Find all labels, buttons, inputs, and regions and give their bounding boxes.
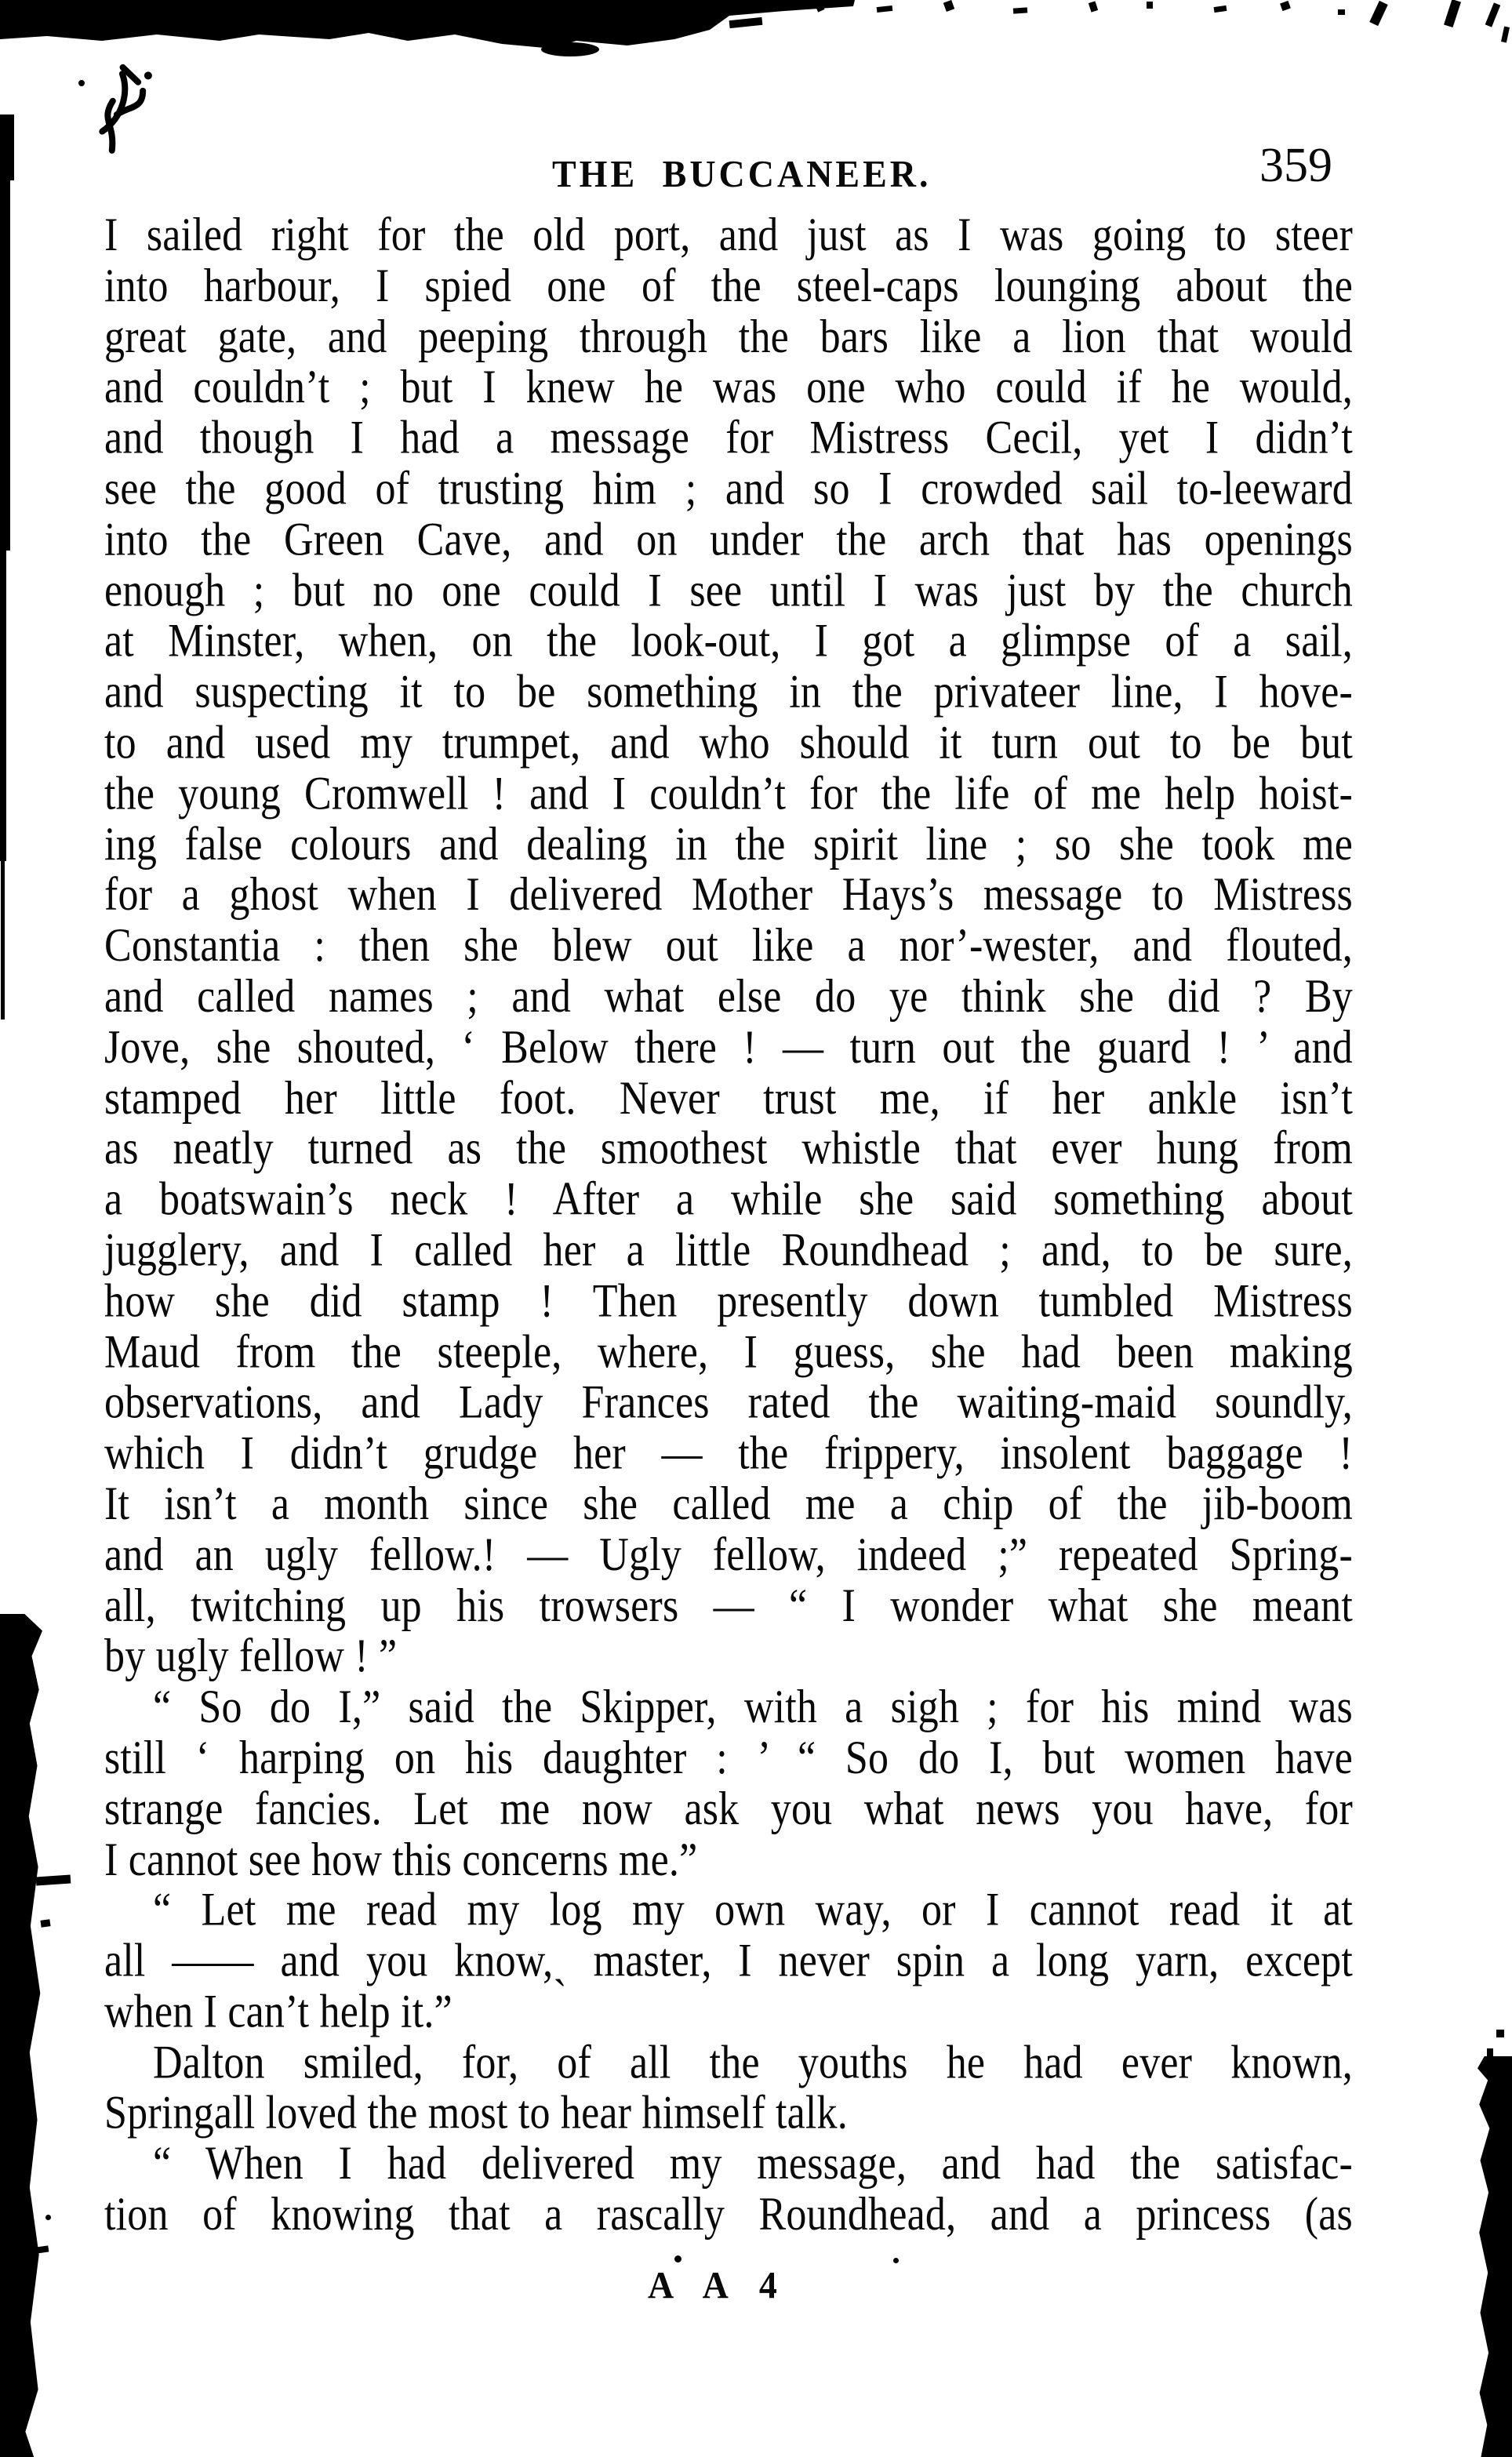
- ink-speck: [893, 2258, 899, 2263]
- text-line: see the good of trusting him ; and so I crowded sail to-leeward: [104, 463, 1353, 515]
- text-line: ing false colours and dealing in the spirit line ; so she took me: [104, 818, 1353, 870]
- text-line: when I can’t help it.”: [104, 1986, 453, 2038]
- pen-scribble-icon: [78, 38, 172, 163]
- text-line: strange fancies. Let me now ask you what news you have, for: [104, 1783, 1353, 1835]
- ink-speck: [1013, 7, 1027, 13]
- ink-speck: [877, 5, 893, 13]
- text-line: into harbour, I spied one of the steel-caps lounging about the: [104, 260, 1353, 312]
- text-line: by ugly fellow ! ”: [104, 1630, 398, 1683]
- text-line: I sailed right for the old port, and just as I was going to steer: [104, 209, 1353, 261]
- text-line: and suspecting it to be something in the privateer line, I hove-: [104, 666, 1353, 718]
- text-line: and an ugly fellow.! — Ugly fellow, indeed ;” repeated Spring-: [104, 1528, 1353, 1581]
- text-line: Springall loved the most to hear himself talk.: [104, 2087, 848, 2139]
- ink-speck: [1147, 2, 1153, 9]
- left-edge-ink: [0, 118, 10, 551]
- top-ink-smudge: [0, 0, 855, 49]
- ink-speck: [1369, 1, 1388, 26]
- text-line: Jove, she shouted, ‘ Below there ! — turn out the guard ! ’ and: [104, 1021, 1353, 1074]
- ink-blob: [541, 42, 599, 56]
- text-line: into the Green Cave, and on under the arch that has openings: [104, 514, 1353, 566]
- text-line: to and used my trumpet, and who should it turn out to be but: [104, 717, 1353, 769]
- ink-speck: [1487, 2048, 1493, 2059]
- text-line: still ‘ harping on his daughter : ’ “ So do I, but women have: [104, 1732, 1353, 1784]
- ink-speck: [78, 80, 85, 86]
- ink-speck: [1280, 1, 1291, 11]
- ink-speck: [1485, 2, 1501, 27]
- page-number: 359: [1259, 139, 1332, 192]
- text-line: jugglery, and I called her a little Roundhead ; and, to be sure,: [104, 1224, 1353, 1277]
- text-line: “ Let me read my log my own way, or I cannot read it at: [153, 1884, 1353, 1936]
- ink-speck: [1338, 9, 1345, 15]
- text-line: all, twitching up his trowsers — “ I wonder what she meant: [104, 1579, 1353, 1632]
- ink-speck: [45, 2215, 51, 2220]
- right-bottom-ink-bar: [1477, 2056, 1512, 2457]
- text-line: as neatly turned as the smoothest whistle that ever hung from: [104, 1122, 1353, 1175]
- text-line: enough ; but no one could I see until I was just by the church: [104, 564, 1353, 617]
- text-line: and though I had a message for Mistress Cecil, yet I didn’t: [104, 412, 1353, 464]
- text-line: for a ghost when I delivered Mother Hays’s message to Mistress: [104, 869, 1353, 921]
- text-line: at Minster, when, on the look-out, I got a glimpse of a sail,: [104, 615, 1353, 667]
- text-line: which I didn’t grudge her — the frippery, insolent baggage !: [104, 1427, 1353, 1480]
- ink-speck: [943, 0, 954, 12]
- ink-speck: [674, 2255, 681, 2263]
- ink-blob: [729, 17, 763, 28]
- left-edge-ink: [1, 860, 5, 1020]
- text-line: the young Cromwell ! and I couldn’t for the life of me help hoist-: [104, 767, 1353, 820]
- text-line: “ So do I,” said the Skipper, with a sigh ; for his mind was: [153, 1681, 1353, 1733]
- text-line: and couldn’t ; but I knew he was one who could if he would,: [104, 362, 1353, 414]
- ink-speck: [36, 1874, 71, 1885]
- text-line: how she did stamp ! Then presently down tumbled Mistress: [104, 1275, 1353, 1328]
- text-line: Constantia : then she blew out like a nor’-wester, and flouted,: [104, 919, 1353, 972]
- left-bottom-ink-bar: [0, 1614, 42, 2457]
- ink-speck: [1214, 5, 1227, 13]
- signature-mark: A A 4: [648, 2264, 782, 2306]
- ink-speck: [1501, 26, 1510, 42]
- text-line: “ When I had delivered my message, and had the satisfac-: [153, 2138, 1353, 2190]
- ink-speck: [1444, 0, 1461, 27]
- text-line: It isn’t a month since she called me a chip of the jib-boom: [104, 1477, 1353, 1531]
- text-line: all —— and you know,ˏ master, I never spin a long yarn, except: [104, 1935, 1353, 1987]
- text-line: Maud from the steeple, where, I guess, she had been making: [104, 1325, 1353, 1378]
- ink-speck: [1089, 1, 1098, 12]
- ink-speck: [40, 1919, 50, 1928]
- text-line: great gate, and peeping through the bars like a lion that would: [104, 311, 1353, 363]
- text-line: a boatswain’s neck ! After a while she said something about: [104, 1173, 1353, 1226]
- left-edge-ink: [0, 547, 6, 861]
- text-line: Dalton smiled, for, of all the youths he had ever known,: [153, 2036, 1353, 2089]
- text-line: tion of knowing that a rascally Roundhead, and a princess (as: [104, 2189, 1353, 2241]
- text-line: I cannot see how this concerns me.”: [104, 1834, 698, 1886]
- text-line: observations, and Lady Frances rated the waiting-maid soundly,: [104, 1376, 1353, 1429]
- ink-speck: [1496, 2030, 1504, 2037]
- page-title: THE BUCCANEER.: [552, 153, 932, 195]
- body-text: [104, 210, 1353, 2241]
- text-line: stamped her little foot. Never trust me, if her ankle isn’t: [104, 1072, 1353, 1125]
- text-line: and called names ; and what else do ye think she did ? By: [104, 970, 1353, 1023]
